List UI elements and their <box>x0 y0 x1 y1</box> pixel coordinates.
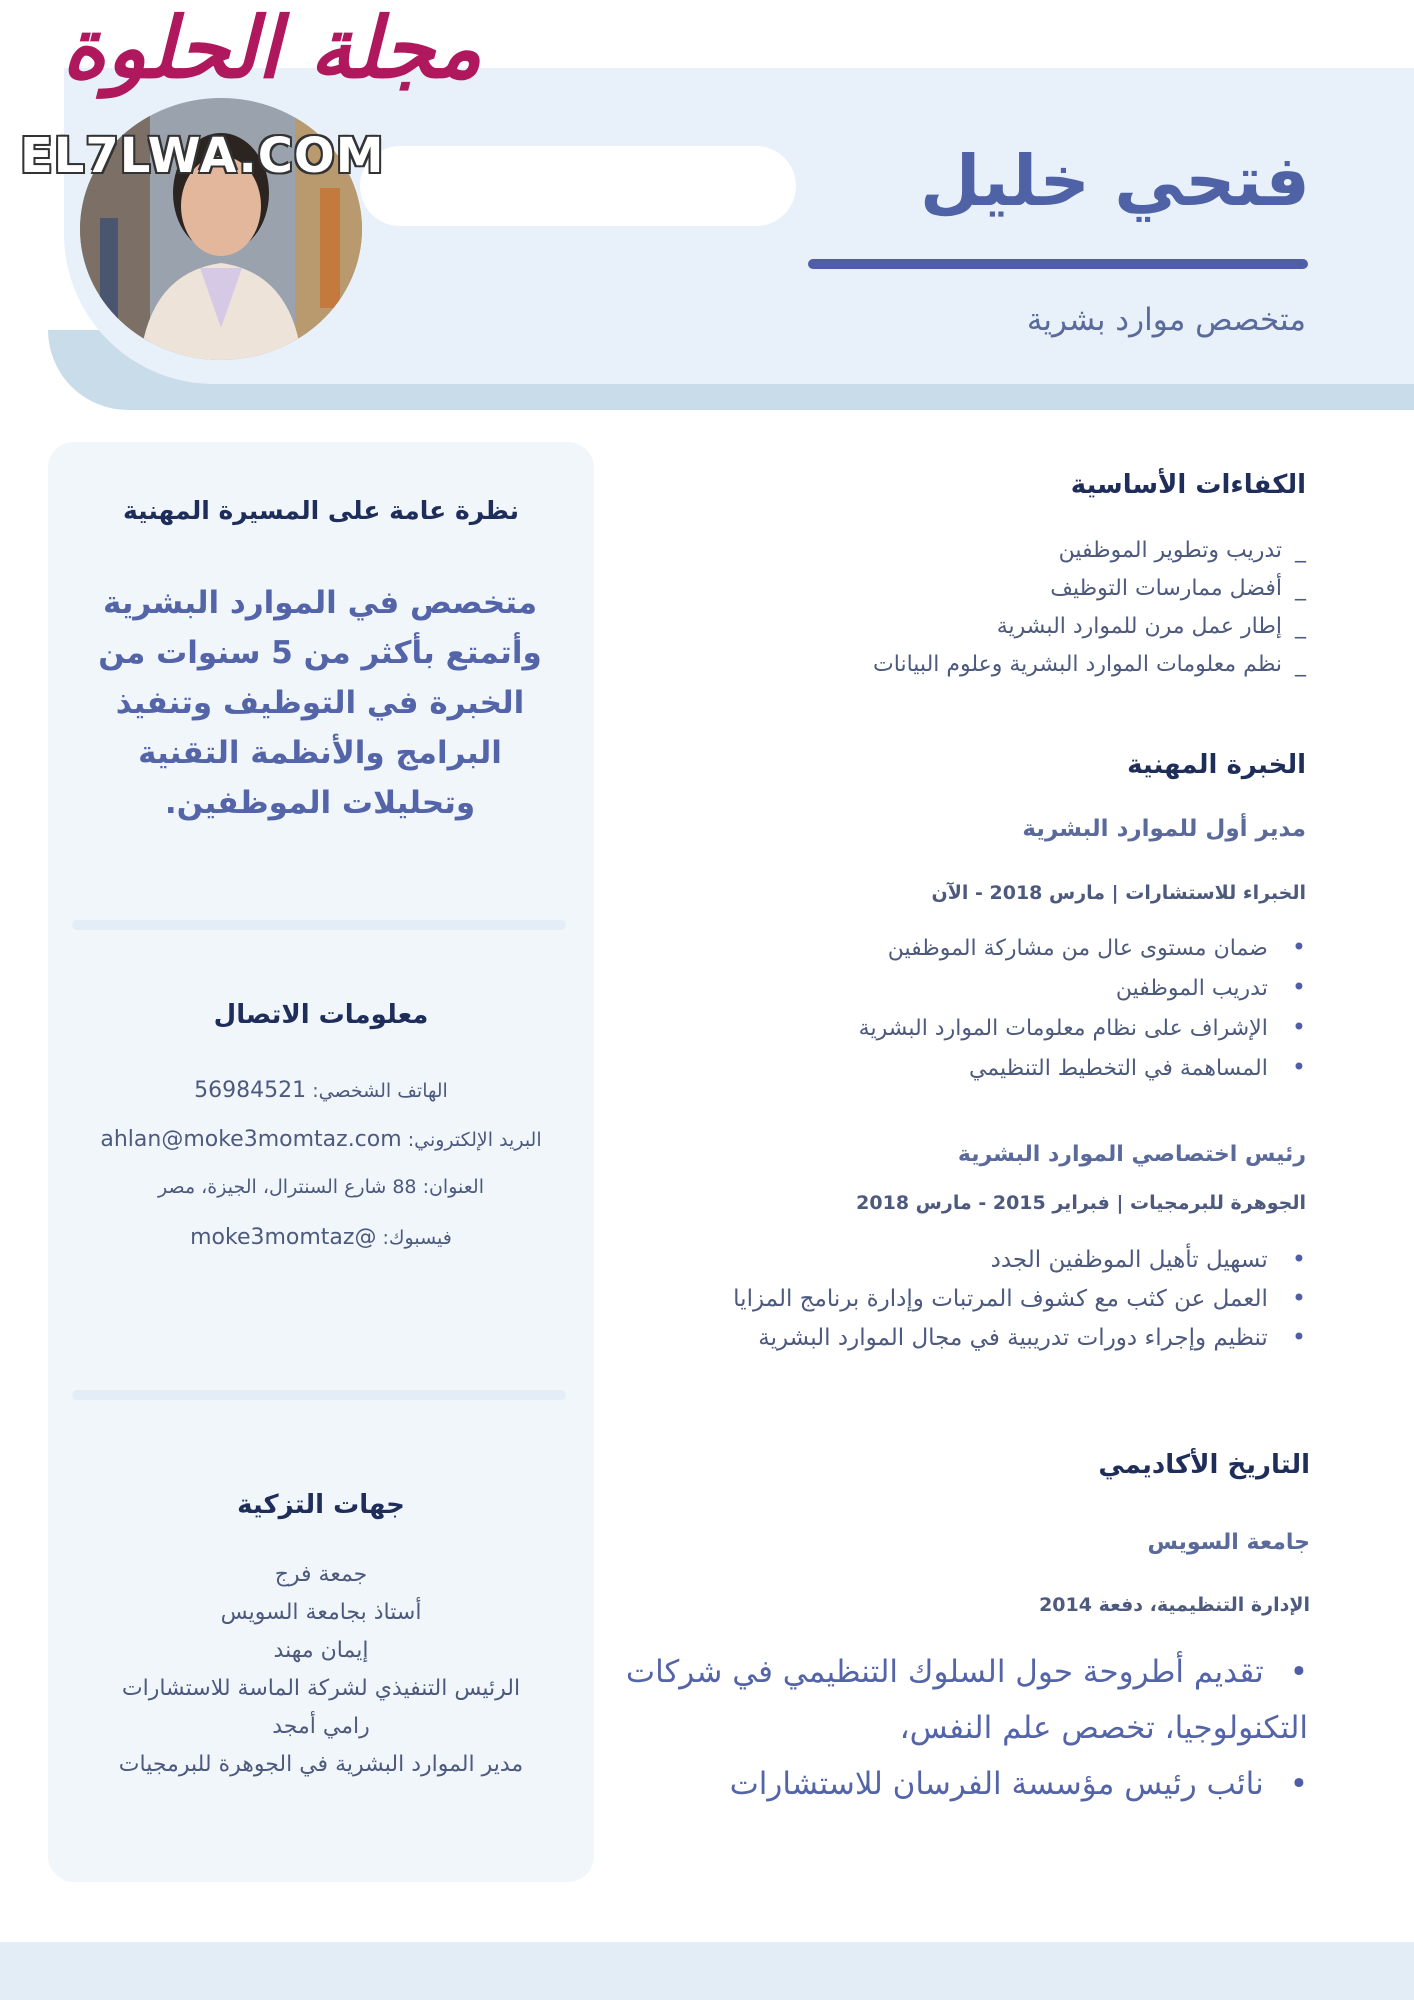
contact-email <box>48 1127 594 1152</box>
reference-name: جمعة فرج <box>274 1562 368 1587</box>
reference-role: مدير الموارد البشرية في الجوهرة للبرمجيات <box>118 1752 524 1777</box>
education-points <box>568 1644 1308 1812</box>
contact-phone-value[interactable]: 56984521 <box>194 1078 307 1103</box>
references-list <box>48 1556 594 1784</box>
candidate-name: فتحي خليل <box>919 140 1310 222</box>
contact-facebook-value[interactable]: @moke3momtaz <box>190 1225 377 1250</box>
skill-item: _ تدريب وتطوير الموظفين <box>873 532 1306 570</box>
skills-heading: الكفاءات الأساسية <box>1070 470 1306 500</box>
job-title: مدير أول للموارد البشرية <box>1022 816 1306 842</box>
sidebar-divider <box>72 1390 566 1400</box>
contact-facebook-label: فيسبوك: <box>382 1227 452 1249</box>
references-heading: جهات التزكية <box>237 1490 405 1520</box>
reference-role: أستاذ بجامعة السويس <box>220 1600 422 1625</box>
page-footer-band <box>0 1942 1414 2000</box>
job-title: رئيس اختصاصي الموارد البشرية <box>957 1142 1306 1167</box>
contact-address-value: 88 شارع السنترال، الجيزة، مصر <box>158 1176 417 1198</box>
contact-phone-label: الهاتف الشخصي: <box>312 1080 448 1102</box>
contact-phone <box>48 1078 594 1103</box>
reference-name: إيمان مهند <box>273 1638 369 1663</box>
job-points <box>733 1240 1306 1357</box>
job-point: • المساهمة في التخطيط التنظيمي <box>859 1048 1306 1088</box>
site-logo-arabic: مجلة الحلوة <box>62 0 482 97</box>
overview-text: متخصص في الموارد البشرية وأتمتع بأكثر من 5 سنوات من الخبرة في التوظيف وتنفيذ البرامج والأنظمة التقنية وتحليلات الموظفين. <box>98 585 542 821</box>
job-points <box>859 928 1306 1088</box>
education-school: جامعة السويس <box>1147 1530 1310 1555</box>
header-pill <box>360 146 796 226</box>
contact-heading: معلومات الاتصال <box>213 1000 429 1030</box>
contact-address <box>48 1176 594 1198</box>
reference-name: رامي أمجد <box>272 1714 370 1739</box>
sidebar-divider <box>72 920 566 930</box>
job-meta: الجوهرة للبرمجيات | فبراير 2015 - مارس 2018 <box>856 1192 1306 1214</box>
education-meta: الإدارة التنظيمية، دفعة 2014 <box>1039 1594 1310 1616</box>
site-logo-latin: EL7LWA.COM <box>20 128 385 184</box>
candidate-title: متخصص موارد بشرية <box>1026 302 1306 338</box>
contact-facebook <box>48 1225 594 1250</box>
job-point: • العمل عن كثب مع كشوف المرتبات وإدارة برنامج المزايا <box>733 1279 1306 1318</box>
skills-list <box>873 532 1306 684</box>
experience-heading: الخبرة المهنية <box>1127 750 1306 780</box>
job-meta: الخبراء للاستشارات | مارس 2018 - الآن <box>931 882 1306 904</box>
contact-email-value[interactable]: ahlan@moke3momtaz.com <box>100 1127 402 1152</box>
education-point: • تقديم أطروحة حول السلوك التنظيمي في شركات التكنولوجيا، تخصص علم النفس، <box>568 1644 1308 1756</box>
education-heading: التاريخ الأكاديمي <box>1098 1450 1310 1480</box>
overview-heading: نظرة عامة على المسيرة المهنية <box>122 496 519 525</box>
job-point: • تدريب الموظفين <box>859 968 1306 1008</box>
job-point: • الإشراف على نظام معلومات الموارد البشرية <box>859 1008 1306 1048</box>
skill-item: _ إطار عمل مرن للموارد البشرية <box>873 608 1306 646</box>
contact-email-label: البريد الإلكتروني: <box>407 1129 542 1151</box>
contact-address-label: العنوان: <box>422 1176 484 1198</box>
name-underline <box>808 259 1308 269</box>
education-point: • نائب رئيس مؤسسة الفرسان للاستشارات <box>568 1756 1308 1812</box>
job-point: • ضمان مستوى عال من مشاركة الموظفين <box>859 928 1306 968</box>
skill-item: _ نظم معلومات الموارد البشرية وعلوم البيانات <box>873 646 1306 684</box>
job-point: • تنظيم وإجراء دورات تدريبية في مجال الموارد البشرية <box>733 1318 1306 1357</box>
job-point: • تسهيل تأهيل الموظفين الجدد <box>733 1240 1306 1279</box>
skill-item: _ أفضل ممارسات التوظيف <box>873 570 1306 608</box>
reference-role: الرئيس التنفيذي لشركة الماسة للاستشارات <box>121 1676 521 1701</box>
